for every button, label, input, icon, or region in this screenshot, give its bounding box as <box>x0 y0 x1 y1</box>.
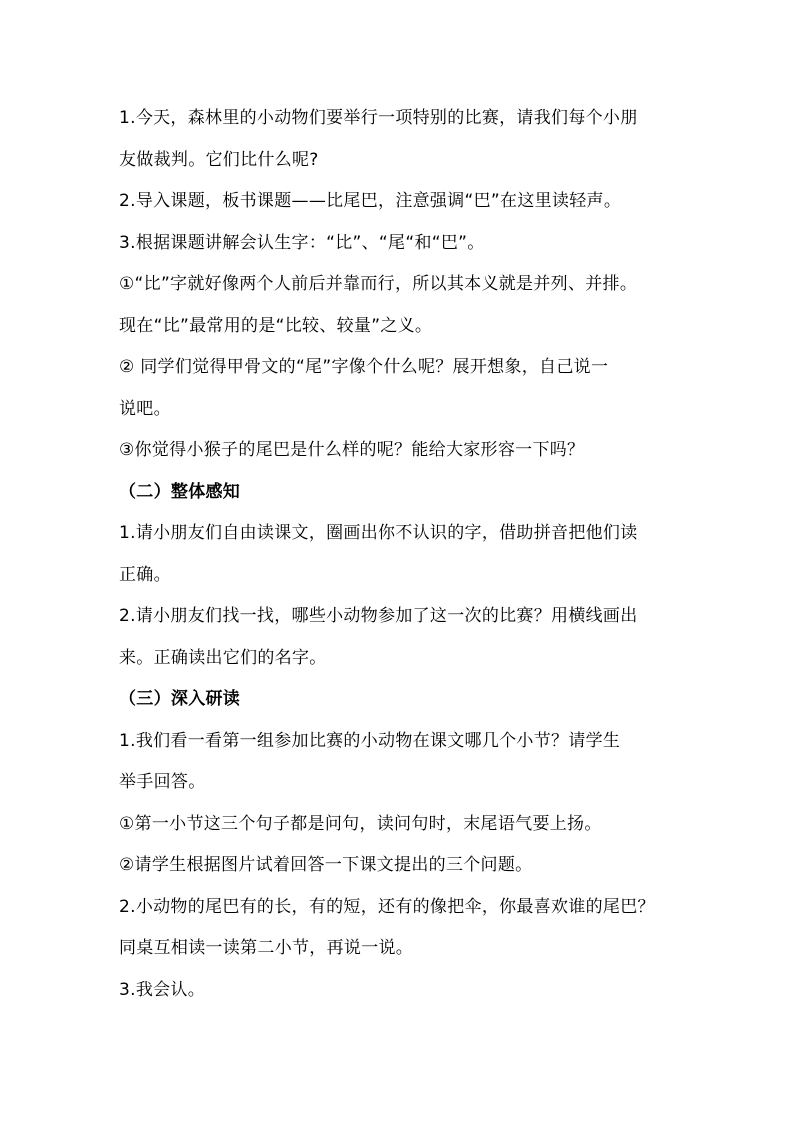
section-heading: （二）整体感知 <box>119 481 241 502</box>
document-body <box>119 104 679 1017</box>
paragraph-line: ①“比”字就好像两个人前后并靠而行，所以其本义就是并列、并排。 <box>119 274 638 294</box>
paragraph-line: ③你觉得小猴子的尾巴是什么样的呢？能给大家形容一下吗？ <box>119 440 585 460</box>
paragraph-line: 2.请小朋友们找一找，哪些小动物参加了这一次的比赛？用横线画出 <box>119 606 638 626</box>
paragraph-line: 友做裁判。它们比什么呢? <box>119 149 319 170</box>
paragraph-line: 1.今天，森林里的小动物们要举行一项特别的比赛，请我们每个小朋 <box>119 108 638 128</box>
paragraph-line: ② 同学们觉得甲骨文的“尾”字像个什么呢？展开想象，自己说一 <box>119 357 609 377</box>
paragraph-line: 举手回答。 <box>119 772 206 792</box>
paragraph-line: 说吧。 <box>119 398 171 419</box>
paragraph-line: 同桌互相读一读第二小节，再说一说。 <box>119 938 414 958</box>
paragraph-line: 现在“比”最常用的是“比较、较量”之义。 <box>119 315 433 336</box>
section-heading: （三）深入研读 <box>119 689 241 709</box>
paragraph-line: 来。正确读出它们的名字。 <box>119 647 327 668</box>
paragraph-line: ②请学生根据图片试着回答一下课文提出的三个问题。 <box>119 855 533 875</box>
paragraph-line: 1.请小朋友们自由读课文，圈画出你不认识的字，借助拼音把他们读 <box>119 523 638 543</box>
paragraph-line: 正确。 <box>119 564 171 585</box>
paragraph-line: 2.小动物的尾巴有的长，有的短，还有的像把伞，你最喜欢谁的尾巴？ <box>119 896 655 917</box>
paragraph-line: ①第一小节这三个句子都是问句，读问句时，末尾语气要上扬。 <box>119 813 602 834</box>
paragraph-line: 3.我会认。 <box>119 979 206 1000</box>
paragraph-line: 3.根据课题讲解会认生字：“比”、“尾“和“巴”。 <box>119 232 485 253</box>
paragraph-line: 2.导入课题，板书课题——比尾巴，注意强调“巴”在这里读轻声。 <box>119 191 622 211</box>
paragraph-line: 1.我们看一看第一组参加比赛的小动物在课文哪几个小节？请学生 <box>119 730 621 751</box>
